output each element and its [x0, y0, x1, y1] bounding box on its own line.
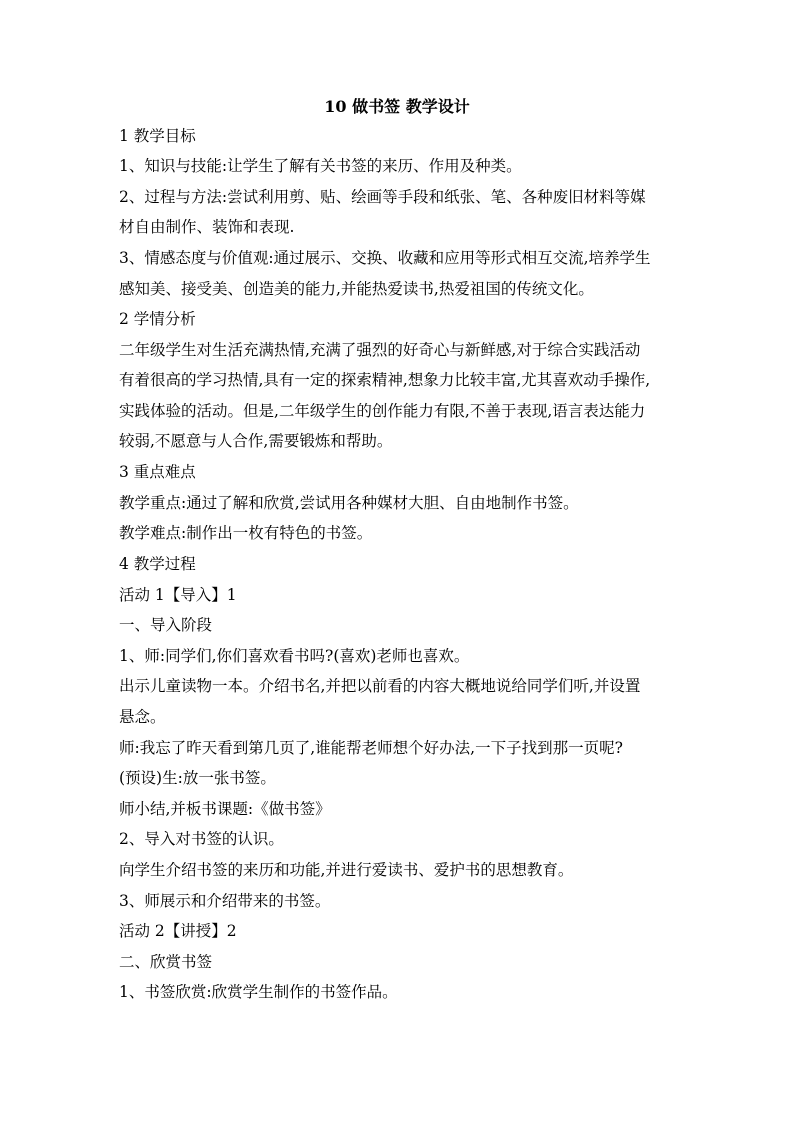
- paragraph-line: 二年级学生对生活充满热情,充满了强烈的好奇心与新鲜感,对于综合实践活动: [119, 341, 641, 359]
- paragraph-line: 2、导入对书签的认识。: [119, 830, 284, 848]
- paragraph-line: 师小结,并板书课题:《做书签》: [119, 800, 331, 818]
- section-heading-analysis: 2 学情分析: [119, 310, 196, 328]
- activity-heading: 活动 2【讲授】2: [119, 922, 237, 940]
- paragraph-line: 1、师:同学们,你们喜欢看书吗?(喜欢)老师也喜欢。: [119, 647, 470, 665]
- paragraph-line: 3、情感态度与价值观:通过展示、交换、收藏和应用等形式相互交流,培养学生: [119, 249, 651, 267]
- document-title: 10 做书签 教学设计: [324, 97, 470, 116]
- paragraph-line: 3、师展示和介绍带来的书签。: [119, 892, 331, 910]
- section-heading-objectives: 1 教学目标: [119, 127, 196, 145]
- paragraph-line: 较弱,不愿意与人合作,需要锻炼和帮助。: [119, 432, 393, 450]
- paragraph-line: (预设)生:放一张书签。: [119, 769, 276, 787]
- paragraph-line: 向学生介绍书签的来历和功能,并进行爱读书、爱护书的思想教育。: [119, 861, 574, 879]
- paragraph-line: 悬念。: [119, 708, 166, 726]
- paragraph-line: 2、过程与方法:尝试利用剪、贴、绘画等手段和纸张、笔、各种废旧材料等媒: [119, 188, 646, 206]
- paragraph-line: 出示儿童读物一本。介绍书名,并把以前看的内容大概地说给同学们听,并设置: [119, 677, 641, 695]
- activity-heading: 活动 1【导入】1: [119, 586, 237, 604]
- paragraph-line: 材自由制作、装饰和表现.: [119, 218, 295, 236]
- paragraph-line: 实践体验的活动。但是,二年级学生的创作能力有限,不善于表现,语言表达能力: [119, 402, 646, 420]
- section-heading-key-points: 3 重点难点: [119, 463, 196, 481]
- paragraph-line: 有着很高的学习热情,具有一定的探索精神,想象力比较丰富,尤其喜欢动手操作,: [119, 371, 651, 389]
- paragraph-line: 师:我忘了昨天看到第几页了,谁能帮老师想个好办法,一下子找到那一页呢?: [119, 739, 623, 757]
- paragraph-line: 一、导入阶段: [119, 616, 213, 634]
- paragraph-line: 二、欣赏书签: [119, 953, 213, 971]
- paragraph-line: 教学重点:通过了解和欣赏,尝试用各种媒材大胆、自由地制作书签。: [119, 494, 579, 512]
- paragraph-line: 感知美、接受美、创造美的能力,并能热爱读书,热爱祖国的传统文化。: [119, 280, 594, 298]
- paragraph-line: 教学难点:制作出一枚有特色的书签。: [119, 524, 373, 542]
- paragraph-line: 1、知识与技能:让学生了解有关书签的来历、作用及种类。: [119, 157, 522, 175]
- section-heading-process: 4 教学过程: [119, 555, 196, 573]
- paragraph-line: 1、书签欣赏:欣赏学生制作的书签作品。: [119, 983, 398, 1001]
